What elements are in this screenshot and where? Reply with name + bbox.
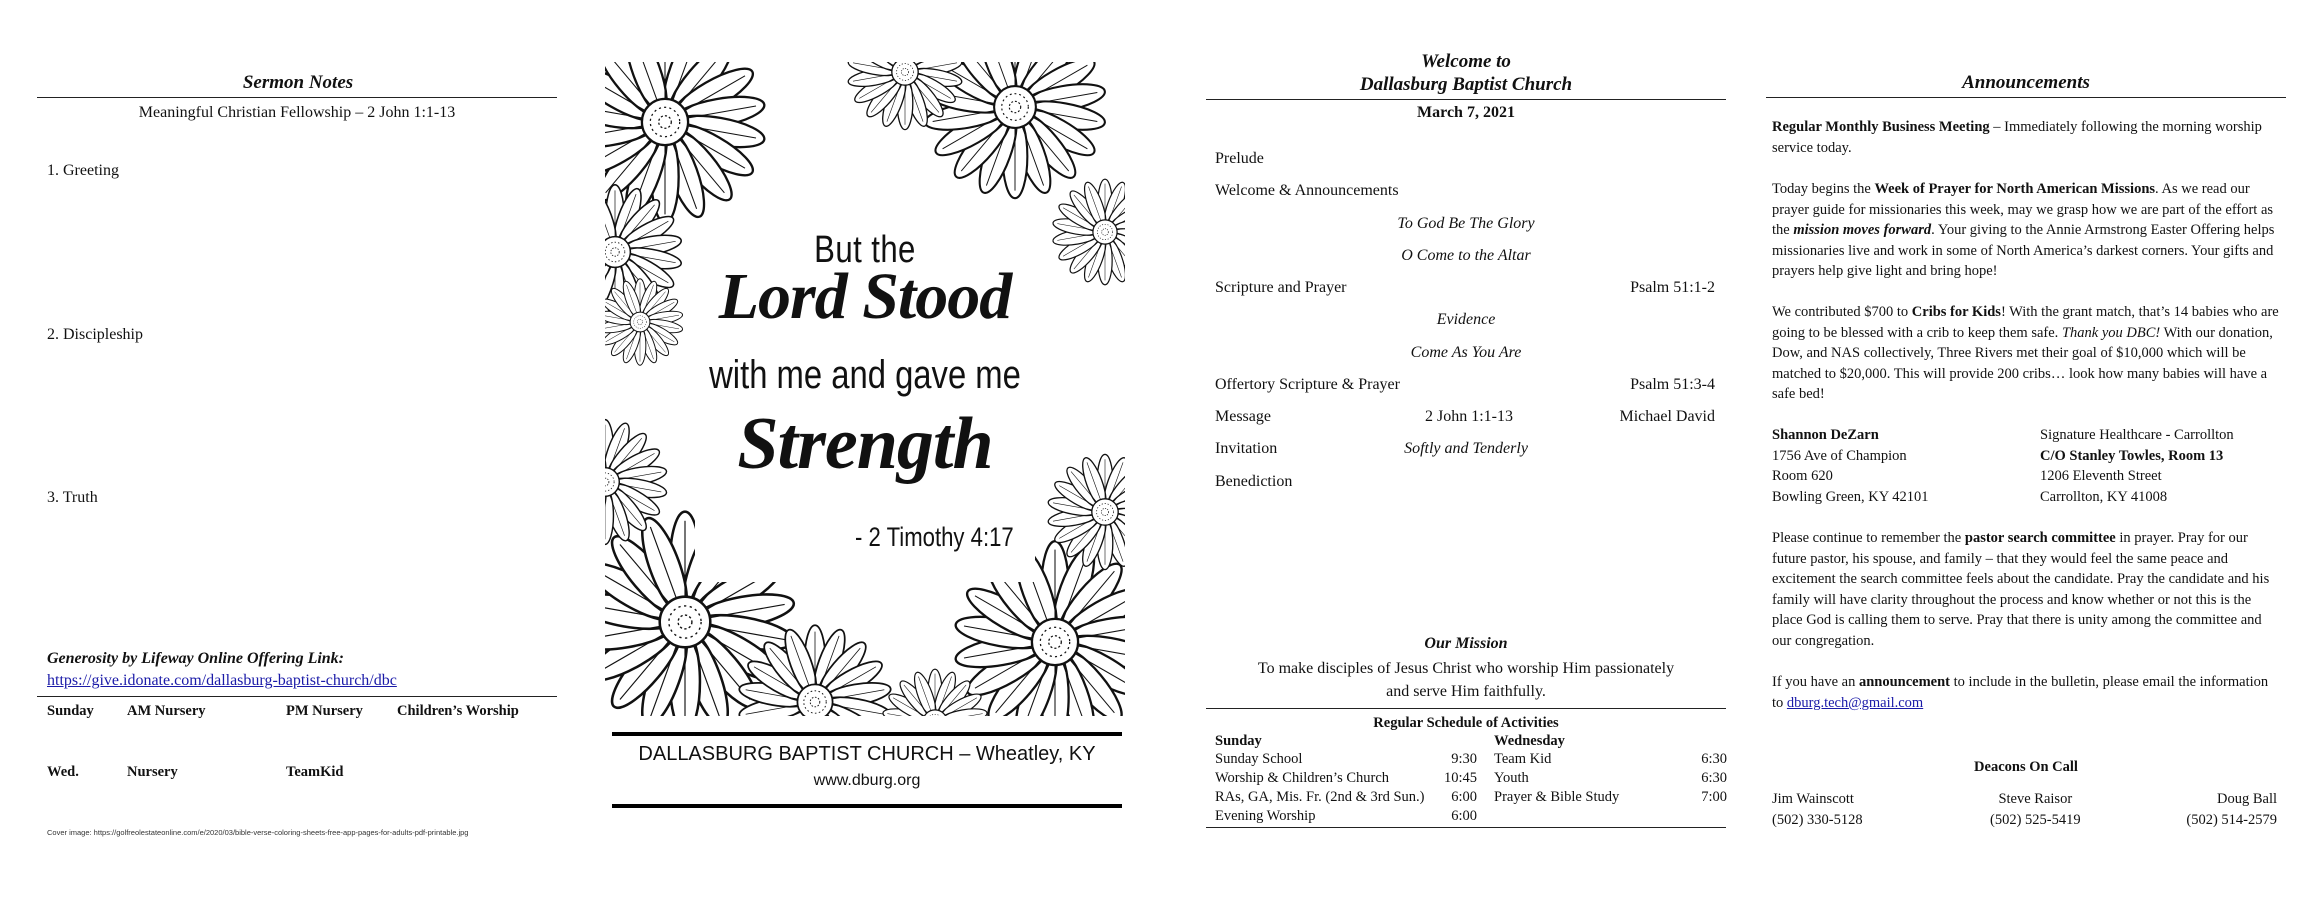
mission-line-1: To make disciples of Jesus Christ who worship Him passionately — [1257, 660, 1675, 677]
verse-line-1: But the — [814, 229, 916, 271]
order-song-4: Come As You Are — [1410, 344, 1522, 361]
cribs-label: Cribs for Kids — [1911, 304, 2001, 320]
cribs-thanks: Thank you DBC! — [2061, 324, 2161, 341]
schedule-bottom-rule — [1206, 827, 1726, 828]
deacon-1-name: Jim Wainscott — [1772, 791, 1854, 807]
cribs-text-c: With our donation, Dow, and NAS collectively, Three Rivers met their goal of $10,000 which will be matched to $20,000. This will provide 200 cribs… look how many babies will have a safe bed! — [1772, 324, 2273, 402]
order-song-3: Evidence — [1436, 311, 1496, 328]
deacons-title: Deacons On Call — [1974, 759, 2078, 775]
cover-artwork — [605, 62, 1125, 716]
address-2 — [2040, 425, 2234, 507]
cribs-text-b: ! With the grant match, that’s 14 babies who are going to be blessed with a crib to keep them safe. — [1772, 304, 2279, 341]
order-welcome: Welcome & Announcements — [1215, 182, 1399, 199]
schedule-sunday-3-time: 6:00 — [1451, 789, 1477, 805]
order-benediction: Benediction — [1215, 473, 1293, 490]
schedule-sunday-label: Sunday — [1215, 733, 1262, 749]
schedule-wed-3: Prayer & Bible Study — [1494, 789, 1620, 805]
order-song-2: O Come to the Altar — [1401, 247, 1531, 264]
deacon-3-name: Doug Ball — [2216, 791, 2277, 807]
schedule-wed-1-time: 6:30 — [1701, 751, 1727, 767]
address-1-line-2: Room 620 — [1772, 468, 1833, 484]
pastor-search-label: pastor search committee — [1964, 530, 2116, 546]
nursery-wed: Wed. — [47, 764, 79, 780]
business-meeting-text: – Immediately following the morning worship service today. — [1772, 119, 2262, 156]
announcements-rule — [1766, 97, 2286, 98]
offering-rule — [37, 696, 557, 697]
schedule-wed-2-time: 6:30 — [1701, 770, 1727, 786]
deacon-1-phone: (502) 330-5128 — [1772, 811, 1863, 828]
announcement-pastor-search — [1772, 528, 2280, 651]
schedule-wed-3-time: 7:00 — [1701, 789, 1727, 805]
address-1-line-1: 1756 Ave of Champion — [1772, 447, 1907, 464]
cover-website: www.dburg.org — [813, 772, 921, 789]
schedule-title: Regular Schedule of Activities — [1373, 715, 1559, 731]
submit-label: announcement — [1858, 674, 1951, 690]
offering-link[interactable]: https://give.idonate.com/dallasburg-baptist-church/dbc — [47, 672, 397, 689]
cover-image-credit: Cover image: https://golfreolestateonline.com/e/2020/03/bible-verse-coloring-sheets-free-app-pages-for-adults-pdf-printable.jpg — [47, 828, 469, 837]
pastor-search-text-a: Please continue to remember the — [1772, 530, 1965, 546]
nursery-header-sunday: Sunday — [47, 703, 94, 719]
cribs-text-a: We contributed $700 to — [1772, 304, 1912, 320]
order-prelude: Prelude — [1215, 150, 1264, 167]
deacon-3-phone: (502) 514-2579 — [2186, 811, 2277, 828]
sermon-point-1: 1. Greeting — [47, 162, 119, 179]
schedule-sunday-2: Worship & Children’s Church — [1215, 770, 1390, 786]
mission-moves-forward: mission moves forward — [1793, 222, 1932, 238]
address-2-line-1: C/O Stanley Towles, Room 13 — [2040, 447, 2224, 464]
email-link[interactable]: dburg.tech@gmail.com — [1786, 694, 1924, 711]
deacon-1 — [1772, 789, 1863, 830]
offering-heading: Generosity by Lifeway Online Offering Link: — [47, 650, 345, 667]
order-offertory: Offertory Scripture & Prayer — [1215, 376, 1400, 393]
business-meeting-label: Regular Monthly Business Meeting — [1772, 119, 1990, 135]
welcome-heading: Welcome to — [1421, 51, 1511, 72]
service-date: March 7, 2021 — [1417, 104, 1515, 121]
nursery-header-childrens: Children’s Worship — [397, 703, 519, 719]
cover-top-rule — [612, 732, 1122, 736]
sermon-notes-title: Sermon Notes — [242, 72, 354, 93]
address-1 — [1772, 425, 1929, 507]
mission-title: Our Mission — [1424, 635, 1508, 652]
order-scripture-ref: Psalm 51:1-2 — [1630, 279, 1715, 296]
schedule-sunday-1-time: 9:30 — [1451, 751, 1477, 767]
deacon-3 — [2186, 789, 2277, 830]
nursery-wed-nursery: Nursery — [127, 764, 178, 780]
welcome-rule — [1206, 99, 1726, 100]
cover-church-name: DALLASBURG BAPTIST CHURCH – Wheatley, KY — [638, 743, 1096, 765]
schedule-wednesday-label: Wednesday — [1494, 733, 1565, 749]
prayer-week-text-b: . As we read our prayer guide for missionaries this week, may we grasp how we are part of the effort as the — [1772, 181, 2274, 238]
nursery-header-am: AM Nursery — [127, 703, 206, 719]
verse-reference: - 2 Timothy 4:17 — [855, 522, 1014, 552]
verse-line-2: Lord Stood — [718, 260, 1012, 333]
sermon-subtitle: Meaningful Christian Fellowship – 2 John 1:1-13 — [138, 104, 456, 121]
address-2-line-3: Carrollton, KY 41008 — [2040, 488, 2168, 505]
order-message-ref: 2 John 1:1-13 — [1425, 408, 1513, 425]
pastor-search-text-b: in prayer. Pray for our future pastor, his spouse, and family – that they would feel the same peace and excitement the search committee feels about the candidate. Pray the candidate and his family will have clarity throughout the process and know whether or not this is the place God is calling them to serve. Pray that there is unity among the committee and our congregation. — [1772, 530, 2270, 649]
schedule-sunday-4: Evening Worship — [1215, 808, 1316, 824]
announcements-title: Announcements — [1962, 72, 2090, 93]
sermon-notes-rule — [37, 97, 557, 98]
welcome-church: Dallasburg Baptist Church — [1359, 74, 1573, 95]
order-invitation-song: Softly and Tenderly — [1404, 440, 1528, 457]
cover-bottom-rule — [612, 804, 1122, 808]
order-offertory-ref: Psalm 51:3-4 — [1630, 376, 1715, 393]
order-message-speaker: Michael David — [1619, 408, 1715, 425]
submit-text-a: If you have an — [1772, 674, 1859, 690]
nursery-wed-teamkid: TeamKid — [286, 764, 344, 780]
schedule-sunday-3: RAs, GA, Mis. Fr. (2nd & 3rd Sun.) — [1215, 789, 1425, 805]
address-1-line-3: Bowling Green, KY 42101 — [1772, 488, 1929, 505]
verse-line-4: Strength — [737, 403, 993, 485]
sermon-point-3: 3. Truth — [47, 489, 98, 506]
schedule-wed-1: Team Kid — [1494, 751, 1552, 767]
sermon-point-2: 2. Discipleship — [47, 326, 143, 343]
submit-text-b: to include in the bulletin, please email the information to — [1772, 674, 2269, 711]
prayer-week-text-a: Today begins the — [1772, 181, 1875, 197]
address-2-line-2: 1206 Eleventh Street — [2040, 468, 2162, 484]
mission-line-2: and serve Him faithfully. — [1386, 683, 1546, 700]
order-invitation: Invitation — [1215, 440, 1278, 457]
deacon-2 — [1990, 789, 2081, 830]
order-scripture: Scripture and Prayer — [1215, 279, 1347, 296]
address-1-name: Shannon DeZarn — [1772, 427, 1879, 443]
prayer-week-label: Week of Prayer for North American Missions — [1874, 181, 2156, 197]
verse-line-3: with me and gave me — [709, 353, 1021, 397]
order-message: Message — [1215, 408, 1271, 425]
address-2-name: Signature Healthcare - Carrollton — [2040, 427, 2234, 443]
announcement-cribs — [1772, 302, 2280, 405]
announcement-business-meeting — [1772, 117, 2280, 158]
schedule-sunday-4-time: 6:00 — [1451, 808, 1477, 824]
schedule-sunday-1: Sunday School — [1215, 751, 1303, 767]
schedule-sunday-2-time: 10:45 — [1443, 770, 1477, 786]
schedule-wed-2: Youth — [1494, 770, 1529, 786]
nursery-header-pm: PM Nursery — [286, 703, 363, 719]
prayer-week-text-c: . Your giving to the Annie Armstrong Easter Offering helps missionaries live and work in some of North America’s darkest corners. Your gifts and prayers help give light and bring hope! — [1772, 222, 2275, 279]
deacon-2-name: Steve Raisor — [1998, 791, 2073, 807]
announcement-prayer-week — [1772, 179, 2280, 282]
mission-rule — [1206, 708, 1726, 709]
announcement-submit — [1772, 672, 2280, 713]
order-song-1: To God Be The Glory — [1397, 215, 1535, 232]
deacon-2-phone: (502) 525-5419 — [1990, 811, 2081, 828]
